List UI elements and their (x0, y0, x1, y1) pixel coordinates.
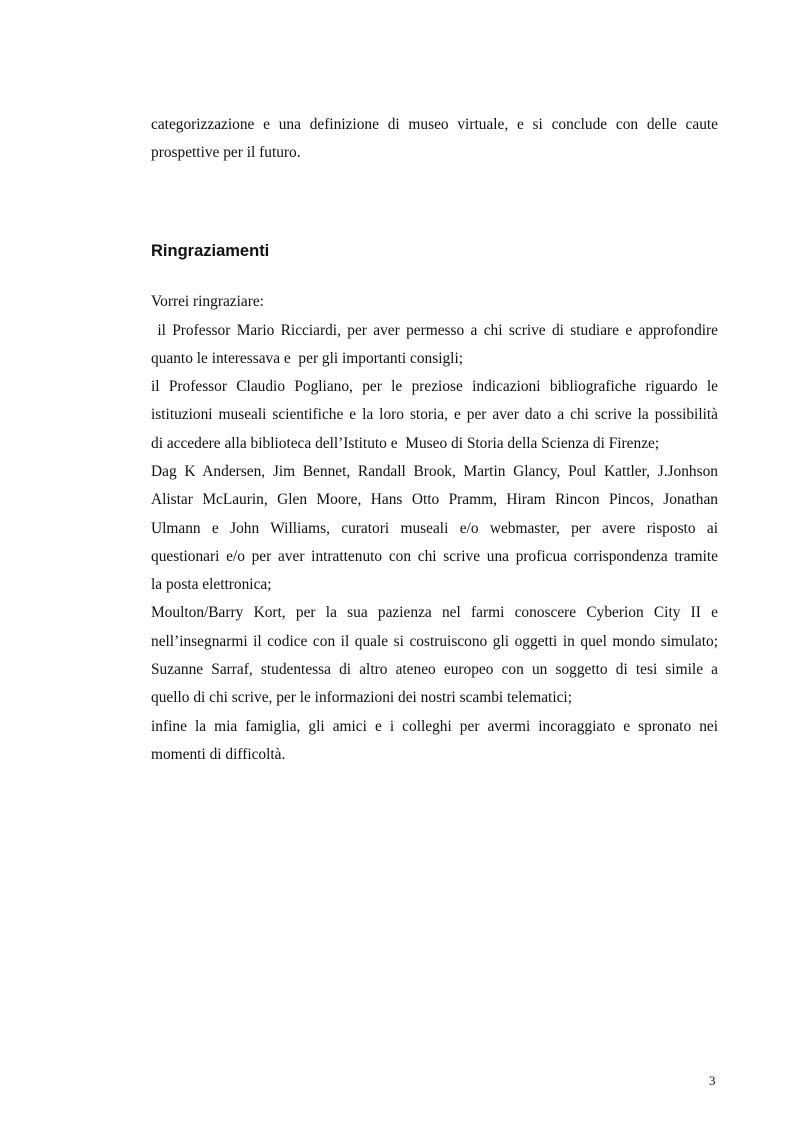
body-line: questionari e/o per aver intrattenuto con chi scrive una proficua corrispondenza tramite (151, 548, 718, 565)
body-line: Alistar McLaurin, Glen Moore, Hans Otto Pramm, Hiram Rincon Pincos, Jonathan (151, 491, 718, 508)
page-number: 3 (709, 1073, 716, 1088)
body-line: la posta elettronica; (151, 576, 272, 593)
body-line: il Professor Mario Ricciardi, per aver permesso a chi scrive di studiare e approfondire (151, 322, 718, 339)
body-line: infine la mia famiglia, gli amici e i colleghi per avermi incoraggiato e spronato nei (151, 718, 718, 735)
body-line: quanto le interessava e per gli importanti consigli; (151, 350, 464, 367)
body-line: Ulmann e John Williams, curatori museali e/o webmaster, per avere risposto ai (151, 520, 718, 537)
body-line: Dag K Andersen, Jim Bennet, Randall Brook, Martin Glancy, Poul Kattler, J.Jonhson (151, 463, 718, 480)
body-line: di accedere alla biblioteca dell’Istituto e Museo di Storia della Scienza di Firenze; (151, 435, 660, 452)
body-line: momenti di difficoltà. (151, 746, 286, 763)
intro-line: prospettive per il futuro. (151, 144, 301, 161)
section-heading: Ringraziamenti (151, 242, 270, 260)
body-line: Moulton/Barry Kort, per la sua pazienza nel farmi conoscere Cyberion City II e (151, 604, 718, 621)
intro-line: categorizzazione e una definizione di museo virtuale, e si conclude con delle caute (151, 116, 718, 133)
body-line: nell’insegnarmi il codice con il quale si costruiscono gli oggetti in quel mondo simulato; (151, 633, 718, 650)
body-line: quello di chi scrive, per le informazioni dei nostri scambi telematici; (151, 689, 572, 706)
body-line: il Professor Claudio Pogliano, per le preziose indicazioni bibliografiche riguardo le (151, 378, 718, 395)
body-line: Suzanne Sarraf, studentessa di altro ateneo europeo con un soggetto di tesi simile a (151, 661, 718, 678)
body-line: Vorrei ringraziare: (151, 293, 264, 310)
body-line: istituzioni museali scientifiche e la loro storia, e per aver dato a chi scrive la possibilità (151, 406, 718, 423)
